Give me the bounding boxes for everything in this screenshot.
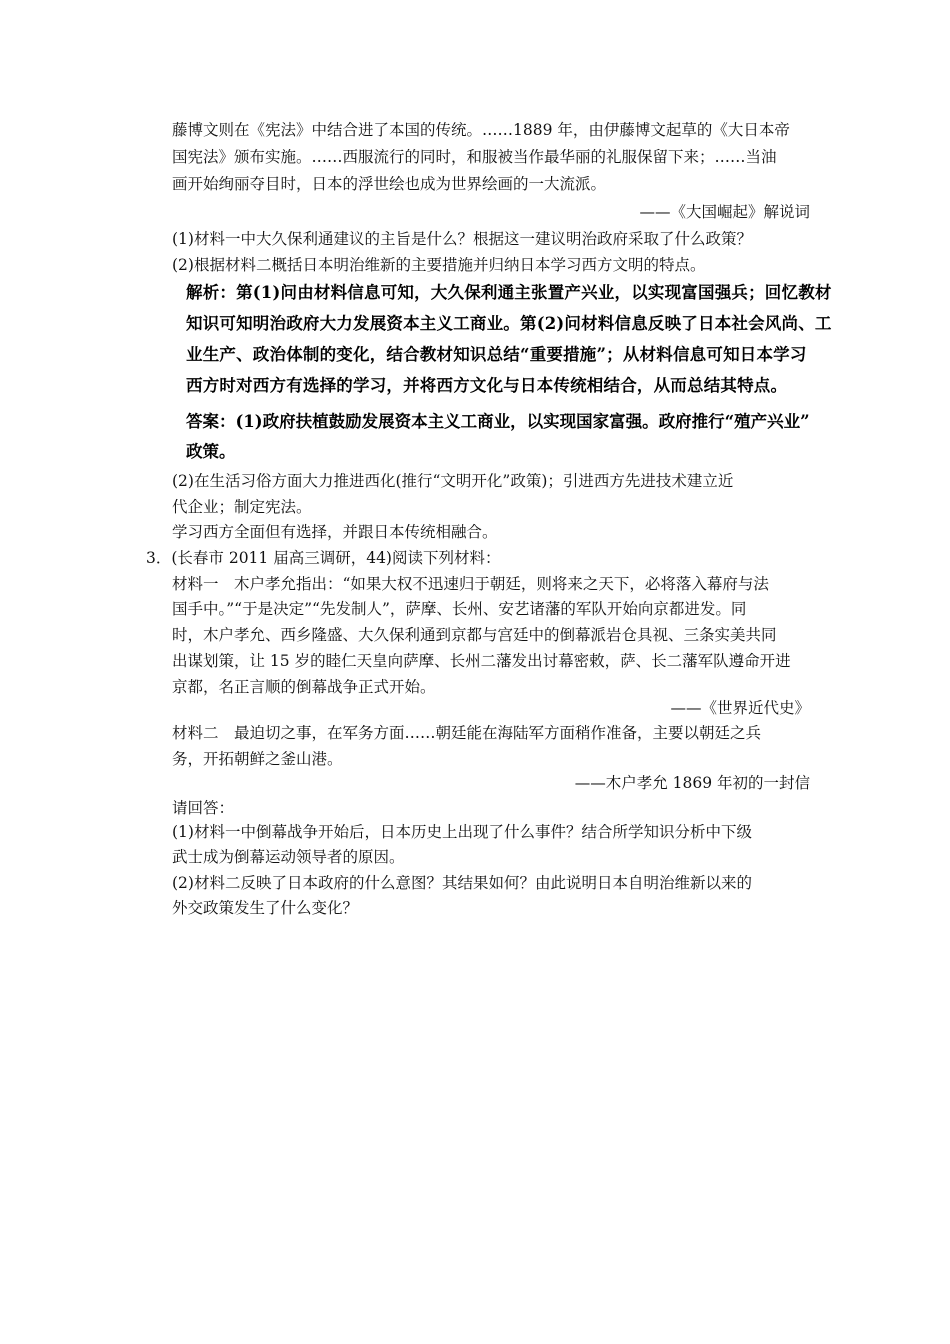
sub-question-1: (1)材料一中大久保利通建议的主旨是什么？根据这一建议明治政府采取了什么政策？ [172, 230, 752, 248]
sub-question-2: (2)材料二反映了日本政府的什么意图？其结果如何？由此说明日本自明治维新以来的 [172, 874, 752, 892]
answer-line: 答案：(1)政府扶植鼓励发展资本主义工商业，以实现国家富强。政府推行“殖产兴业” [186, 412, 810, 431]
material-text-line: 国宪法》颁布实施。……西服流行的同时，和服被当作最华丽的礼服保留下来；……当油 [172, 148, 777, 166]
analysis-line: 西方时对西方有选择的学习，并将西方文化与日本传统相结合，从而总结其特点。 [186, 376, 788, 395]
material-source: ——《大国崛起》解说词 [639, 203, 810, 221]
answer-line: 政策。 [186, 442, 236, 461]
material-1-line: 时，木户孝允、西乡隆盛、大久保利通到京都与宫廷中的倒幕派岩仓具视、三条实美共同 [172, 626, 777, 644]
answer-prompt: 请回答： [172, 799, 235, 817]
material-text-line: 藤博文则在《宪法》中结合进了本国的传统。……1889 年，由伊藤博文起草的《大日本帝 [172, 121, 790, 139]
analysis-line: 知识可知明治政府大力发展资本主义工商业。第(2)问材料信息反映了日本社会风尚、工 [186, 314, 832, 333]
material-1-line: 材料一 木户孝允指出：“如果大权不迅速归于朝廷，则将来之天下，必将落入幕府与法 [172, 575, 769, 593]
material-text-line: 画开始绚丽夺目时，日本的浮世绘也成为世界绘画的一大流派。 [172, 175, 607, 193]
analysis-line: 解析：第(1)问由材料信息可知，大久保利通主张置产兴业，以实现富国强兵；回忆教材 [186, 283, 832, 302]
answer-line: 代企业；制定宪法。 [172, 498, 312, 516]
material-2-source: ——木户孝允 1869 年初的一封信 [574, 774, 810, 792]
sub-question-1: (1)材料一中倒幕战争开始后，日本历史上出现了什么事件？结合所学知识分析中下级 [172, 823, 752, 841]
material-2-line: 务，开拓朝鲜之釜山港。 [172, 750, 343, 768]
question-3-header: 3．(长春市 2011 届高三调研，44)阅读下列材料： [146, 549, 501, 567]
material-2-line: 材料二 最迫切之事，在军务方面……朝廷能在海陆军方面稍作准备，主要以朝廷之兵 [172, 724, 762, 742]
sub-question-2: 外交政策发生了什么变化？ [172, 899, 359, 917]
answer-line: 学习西方全面但有选择，并跟日本传统相融合。 [172, 523, 498, 541]
sub-question-2: (2)根据材料二概括日本明治维新的主要措施并归纳日本学习西方文明的特点。 [172, 256, 706, 274]
material-1-source: ——《世界近代史》 [670, 699, 810, 717]
material-1-line: 京都，名正言顺的倒幕战争正式开始。 [172, 678, 436, 696]
sub-question-1: 武士成为倒幕运动领导者的原因。 [172, 848, 405, 866]
material-1-line: 出谋划策，让 15 岁的睦仁天皇向萨摩、长州二藩发出讨幕密敕，萨、长二藩军队遵命开进 [172, 652, 791, 670]
material-1-line: 国手中。”“于是决定”“先发制人”，萨摩、长州、安艺诸藩的军队开始向京都进发。同 [172, 600, 747, 618]
answer-line: (2)在生活习俗方面大力推进西化(推行“文明开化”政策)；引进西方先进技术建立近 [172, 472, 734, 490]
analysis-line: 业生产、政治体制的变化，结合教材知识总结“重要措施”；从材料信息可知日本学习 [186, 345, 807, 364]
